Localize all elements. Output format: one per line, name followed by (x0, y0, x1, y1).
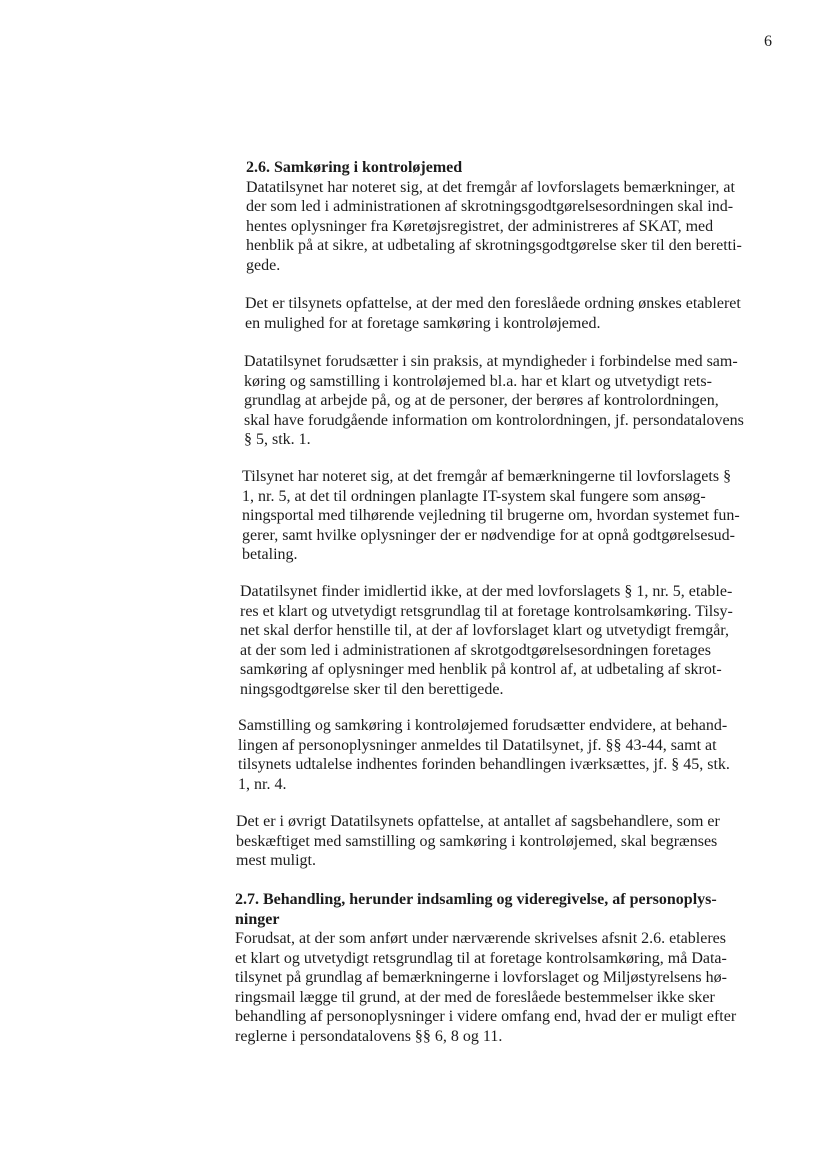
section-heading (235, 890, 775, 929)
text-line: gede. (246, 256, 281, 274)
text-line: Datatilsynet har noteret sig, at det fremgår af lovforslagets bemærkninger, at (246, 178, 735, 196)
heading-line: ninger (235, 910, 280, 928)
text-line: ringsmail lægge til grund, at der med de foreslåede bestemmelser ikke sker (235, 988, 715, 1006)
text-line: beskæftiget med samstilling og samkøring i kontroløjemed, skal begrænses (236, 832, 718, 850)
text-line: skal have forudgående information om kontrolordningen, jf. persondatalovens (244, 411, 744, 429)
text-line: behandling af personoplysninger i videre omfang end, hvad der er muligt efter (235, 1008, 737, 1025)
text-line: gerer, samt hvilke oplysninger der er nødvendige for at opnå godtgørelsesud- (242, 526, 735, 544)
text-line: en mulighed for at foretage samkøring i kontroløjemed. (245, 314, 601, 332)
text-line: der som led i administrationen af skrotningsgodtgørelsesordningen skal ind- (246, 198, 734, 215)
paragraph-block (240, 582, 780, 699)
paragraph (242, 467, 782, 565)
text-line: grundlag at arbejde på, og at de personer, der berøres af kontrolordningen, (244, 392, 719, 409)
text-line: mest muligt. (236, 852, 316, 869)
paragraph (245, 294, 785, 333)
text-line: res et klart og utvetydigt retsgrundlag til at foretage kontrolsamkøring. Tilsy- (240, 602, 733, 620)
paragraph-block (236, 812, 776, 871)
section-2-7-block (235, 890, 775, 1046)
paragraph (236, 812, 776, 871)
text-line: Datatilsynet forudsætter i sin praksis, at myndigheder i forbindelse med sam- (244, 353, 738, 370)
text-line: køring og samstilling i kontroløjemed bl.a. har et klart og utvetydigt rets- (244, 372, 712, 390)
paragraph-block (245, 294, 785, 333)
section-2-6-heading-block (246, 158, 786, 275)
text-line: ningsportal med tilhørende vejledning til brugerne om, hvordan systemet fun- (242, 507, 740, 524)
text-line: hentes oplysninger fra Køretøjsregistret, der administreres af SKAT, med (246, 217, 714, 235)
text-line: net skal derfor henstille til, at der af lovforslaget klart og utvetydigt fremgår, (240, 622, 729, 639)
text-line: Forudsat, at der som anført under nærværende skrivelses afsnit 2.6. etableres (235, 930, 726, 947)
paragraph (244, 352, 784, 450)
paragraph-block (242, 467, 782, 565)
text-line: henblik på at sikre, at udbetaling af skrotningsgodtgørelse sker til den beretti- (246, 237, 742, 254)
heading-line: 2.7. Behandling, herunder indsamling og videregivelse, af personoplys- (235, 891, 717, 908)
text-line: reglerne i persondatalovens §§ 6, 8 og 11. (235, 1027, 503, 1045)
paragraph (238, 716, 778, 794)
text-line: betaling. (242, 546, 298, 563)
text-line: samkøring af oplysninger med henblik på kontrol af, at udbetaling af skrot- (240, 661, 722, 678)
text-line: ningsgodtgørelse sker til den berettigede. (240, 680, 504, 698)
text-line: Samstilling og samkøring i kontroløjemed forudsætter endvidere, at behand- (238, 717, 728, 734)
paragraph (246, 178, 786, 276)
text-line: § 5, stk. 1. (244, 431, 311, 448)
paragraph (240, 582, 780, 699)
text-line: 1, nr. 5, at det til ordningen planlagte IT-system skal fungere som ansøg- (242, 487, 706, 505)
section-heading: 2.6. Samkøring i kontroløjemed (246, 159, 463, 176)
text-line: Det er tilsynets opfattelse, at der med den foreslåede ordning ønskes etableret (245, 295, 741, 312)
text-line: Tilsynet har noteret sig, at det fremgår af bemærkningerne til lovforslagets § (242, 468, 732, 485)
paragraph-block (238, 716, 778, 794)
text-line: lingen af personoplysninger anmeldes til Datatilsynet, jf. §§ 43-44, samt at (238, 736, 717, 754)
text-line: tilsynets udtalelse indhentes forinden behandlingen iværksættes, jf. § 45, stk. (238, 756, 730, 773)
text-line: Datatilsynet finder imidlertid ikke, at der med lovforslagets § 1, nr. 5, etable- (240, 583, 733, 600)
text-line: Det er i øvrigt Datatilsynets opfattelse, at antallet af sagsbehandlere, som er (236, 813, 720, 830)
text-line: at der som led i administrationen af skrotgodtgørelsesordningen foretages (240, 641, 711, 659)
text-line: 1, nr. 4. (238, 775, 287, 793)
paragraph (235, 929, 775, 1046)
text-line: tilsynet på grundlag af bemærkningerne i lovforslaget og Miljøstyrelsens hø- (235, 969, 727, 986)
text-line: et klart og utvetydigt retsgrundlag til at foretage kontrolsamkøring, må Data- (235, 949, 727, 967)
paragraph-block (244, 352, 784, 450)
page-number: 6 (764, 33, 772, 50)
